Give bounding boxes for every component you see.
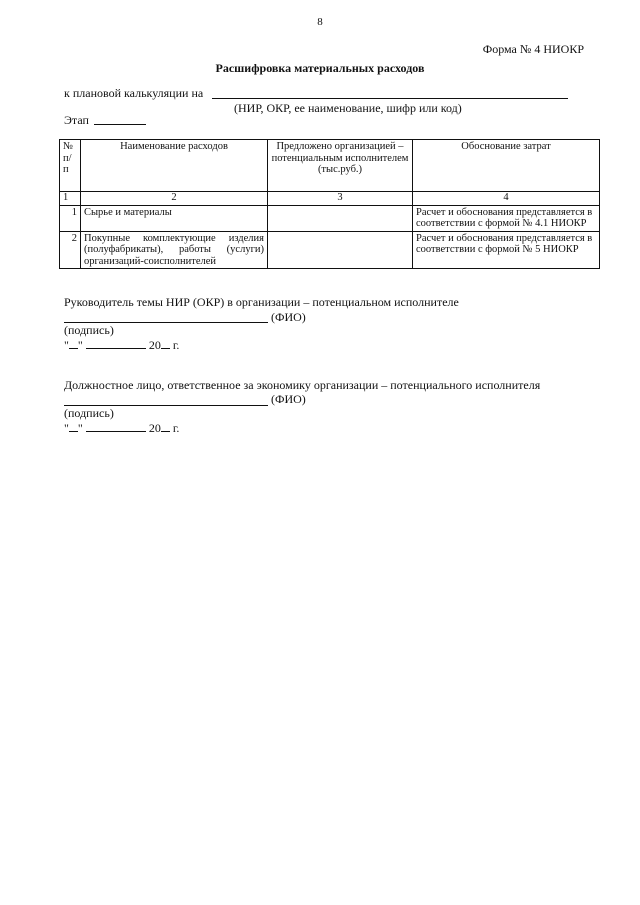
date-year-blank[interactable] (161, 337, 170, 349)
signature-1-title: Руководитель темы НИР (ОКР) в организации – потенциальном исполнителе (64, 295, 459, 309)
column-number: 1 (60, 192, 81, 206)
column-number: 4 (413, 192, 600, 206)
signature-2-fio: (ФИО) (271, 392, 306, 406)
column-number: 3 (268, 192, 413, 206)
date-day-blank[interactable] (69, 337, 78, 349)
column-numbers-row (60, 192, 600, 206)
date-year-blank[interactable] (161, 420, 170, 432)
table-header-row (60, 140, 600, 192)
calculation-caption: (НИР, ОКР, ее наименование, шифр или код) (234, 101, 462, 115)
date-month-blank[interactable] (86, 420, 146, 432)
stage-fill-line[interactable] (94, 124, 146, 125)
justification: Расчет и обоснования представляется в соответствии с формой № 4.1 НИОКР (413, 205, 600, 231)
proposed-amount-cell[interactable] (268, 231, 413, 269)
date-month-blank[interactable] (86, 337, 146, 349)
proposed-amount-cell[interactable] (268, 205, 413, 231)
date-quote-close: " (77, 421, 83, 435)
calculation-fill-line[interactable] (212, 98, 568, 99)
signature-1-fio: (ФИО) (271, 310, 306, 324)
expense-table (59, 139, 600, 269)
header-expense-name: Наименование расходов (81, 140, 268, 192)
header-justification: Обоснование затрат (413, 140, 600, 192)
expense-name-line: организаций-соисполнителей (84, 255, 217, 267)
signature-1-caption: (подпись) (64, 323, 114, 337)
calculation-label: к плановой калькуляции на (64, 86, 204, 100)
document-title: Расшифровка материальных расходов (215, 61, 425, 75)
signature-1-date (64, 337, 179, 353)
expense-name: Сырье и материалы (81, 205, 268, 231)
form-code: Форма № 4 НИОКР (482, 42, 584, 56)
stage-label: Этап (64, 113, 89, 127)
signature-2-title: Должностное лицо, ответственное за экономику организации – потенциального исполнителя (64, 378, 541, 392)
signature-2-caption: (подпись) (64, 406, 114, 420)
date-suffix: г. (172, 421, 180, 435)
date-year: 20 (148, 421, 161, 435)
date-quote-open: " (64, 421, 69, 435)
table-row (60, 231, 600, 269)
date-day-blank[interactable] (69, 420, 78, 432)
signature-2-date (64, 420, 179, 436)
date-year: 20 (148, 338, 161, 352)
expense-name-line: Покупные комплектующие изделия (84, 232, 264, 244)
justification: Расчет и обоснования представляется в соответствии с формой № 5 НИОКР (413, 231, 600, 269)
page-number: 8 (317, 16, 323, 28)
date-quote-open: " (64, 338, 69, 352)
column-number: 2 (81, 192, 268, 206)
date-quote-close: " (77, 338, 83, 352)
expense-name (81, 231, 268, 269)
table-row (60, 205, 600, 231)
expense-name-line: (полуфабрикаты), работы (услуги) (84, 244, 264, 256)
row-number: 1 (60, 205, 81, 231)
header-proposed: Предложено организацией – потенциальным исполнителем (тыс.руб.) (268, 140, 413, 192)
header-number: № п/п (60, 140, 81, 192)
row-number: 2 (60, 231, 81, 269)
date-suffix: г. (172, 338, 180, 352)
